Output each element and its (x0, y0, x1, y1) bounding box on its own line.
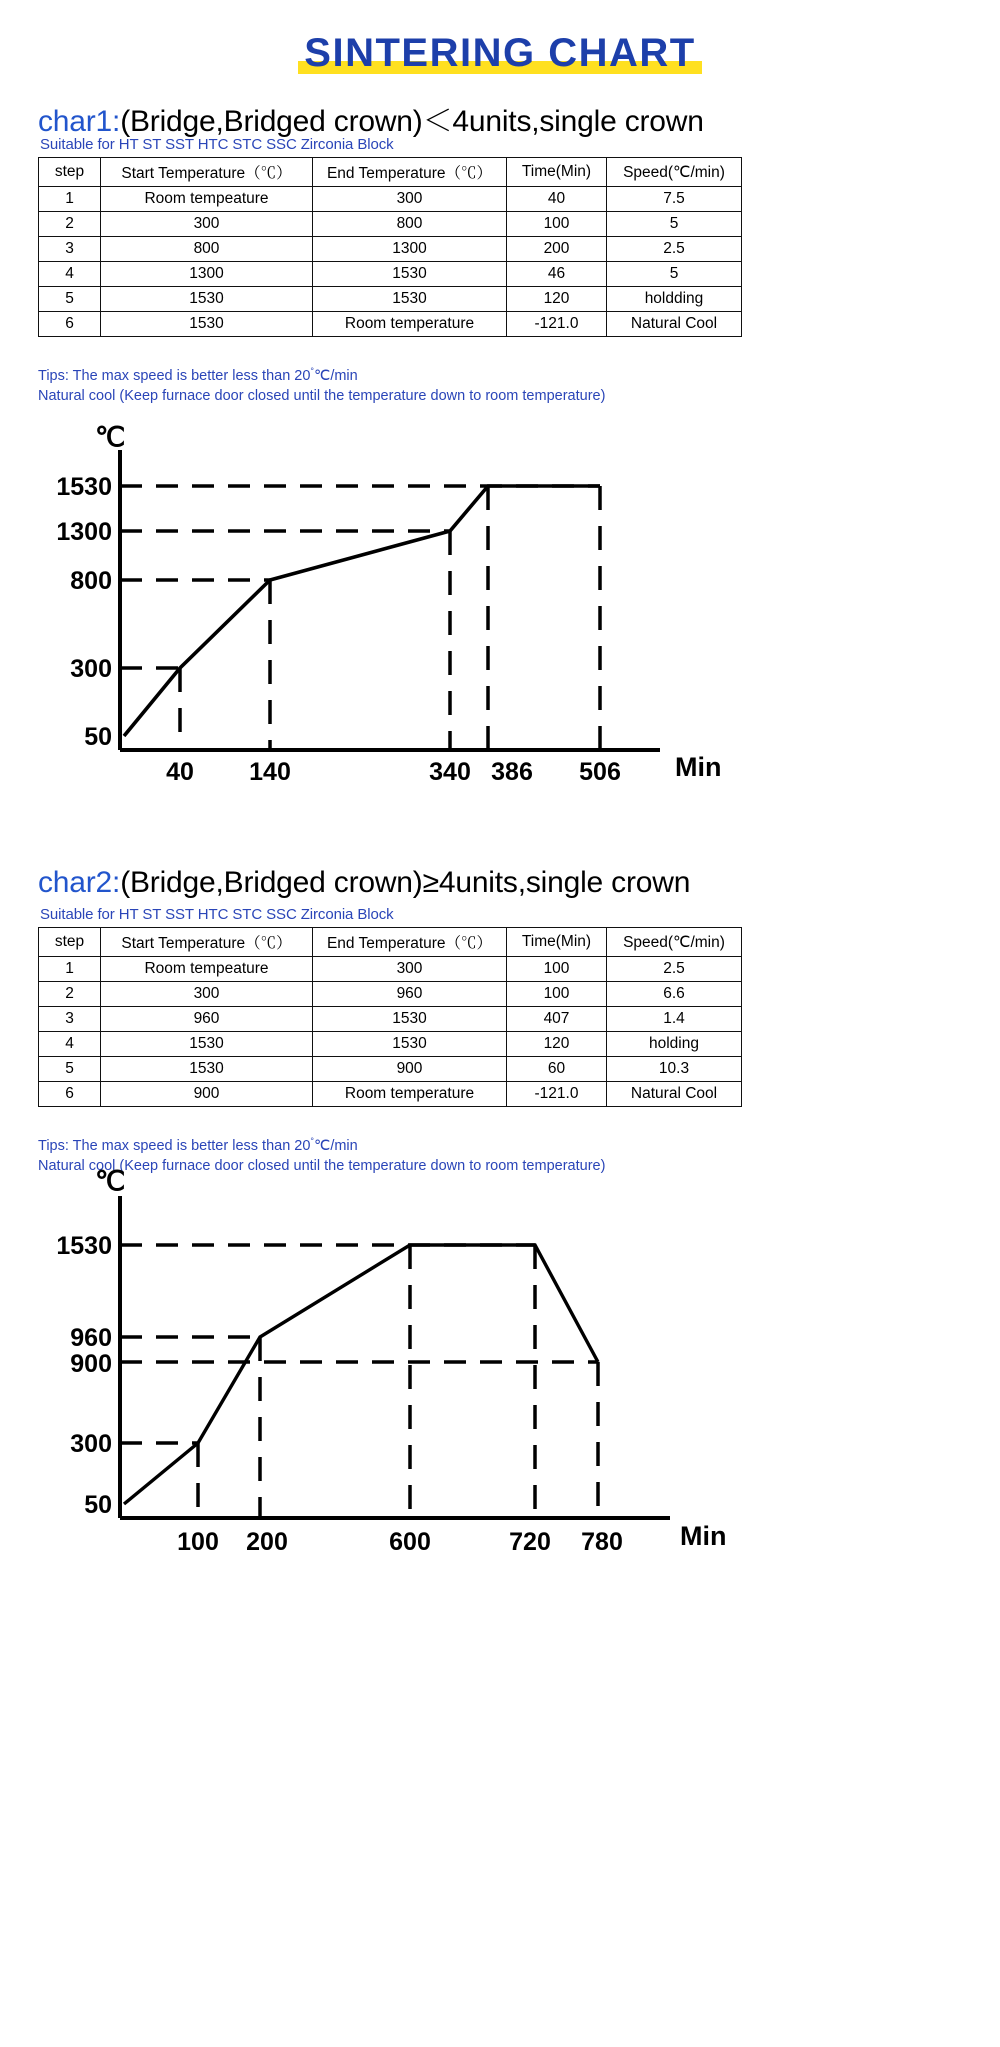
cell-end-temp: Room temperature (313, 312, 507, 337)
chart1-x-unit-label: Min (675, 752, 722, 782)
cell-end-temp: 1530 (313, 1032, 507, 1057)
section1-table (38, 157, 742, 337)
table-row (39, 957, 742, 982)
cell-step: 6 (39, 312, 101, 337)
chart2-svg (20, 1160, 760, 1560)
cell-start-temp: 960 (101, 1007, 313, 1032)
chart2-xtick-780: 780 (581, 1528, 623, 1556)
table-row (39, 1057, 742, 1082)
col-header-end-temp: End Temperature（℃） (313, 928, 507, 957)
cell-speed: holding (607, 1032, 742, 1057)
chart2-ytick-900: 900 (70, 1350, 112, 1378)
chart1-xtick-340: 340 (429, 758, 471, 786)
col-header-time: Time(Min) (507, 158, 607, 187)
section2-tips-line1 (38, 1131, 605, 1156)
section2-subtitle: Suitable for HT ST SST HTC STC SSC Zirconia Block (40, 906, 394, 923)
cell-end-temp: 1530 (313, 1007, 507, 1032)
table-row (39, 187, 742, 212)
col-header-start-temp: Start Temperature（℃） (101, 928, 313, 957)
tips-line1-b: ℃/min (314, 1137, 358, 1154)
tips-line1-a: Tips: The max speed is better less than 20 (38, 1137, 311, 1154)
section1-heading-prefix: char1: (38, 105, 121, 138)
chart2-xtick-100: 100 (177, 1528, 219, 1556)
table-row (39, 982, 742, 1007)
chart1-xtick-140: 140 (249, 758, 291, 786)
chart1-ytick-50: 50 (84, 723, 112, 751)
col-header-time: Time(Min) (507, 928, 607, 957)
cell-speed: 1.4 (607, 1007, 742, 1032)
chart1-svg (20, 418, 760, 808)
cell-time: 60 (507, 1057, 607, 1082)
chart2-y-unit-label: ℃ (95, 1166, 126, 1196)
cell-end-temp: 960 (313, 982, 507, 1007)
tips-line1-a: Tips: The max speed is better less than 20 (38, 367, 311, 384)
cell-time: -121.0 (507, 312, 607, 337)
cell-speed: holdding (607, 287, 742, 312)
cell-speed: 5 (607, 262, 742, 287)
chart1-ytick-1530: 1530 (56, 473, 112, 501)
cell-time: 407 (507, 1007, 607, 1032)
section1-subtitle: Suitable for HT ST SST HTC STC SSC Zirconia Block (40, 136, 394, 153)
chart2-xtick-200: 200 (246, 1528, 288, 1556)
tips-degree-sup: ° (310, 1136, 315, 1146)
cell-end-temp: 1300 (313, 237, 507, 262)
cell-end-temp: 1530 (313, 262, 507, 287)
col-header-start-temp: Start Temperature（℃） (101, 158, 313, 187)
section2-table (38, 927, 742, 1107)
cell-start-temp: Room tempeature (101, 187, 313, 212)
cell-step: 5 (39, 1057, 101, 1082)
table-row (39, 1007, 742, 1032)
cell-end-temp: 300 (313, 957, 507, 982)
cell-step: 3 (39, 237, 101, 262)
cell-time: 100 (507, 982, 607, 1007)
table-row (39, 287, 742, 312)
cell-step: 4 (39, 262, 101, 287)
cell-speed: 2.5 (607, 957, 742, 982)
cell-end-temp: Room temperature (313, 1082, 507, 1107)
cell-step: 6 (39, 1082, 101, 1107)
section1-tips-line2: Natural cool (Keep furnace door closed until the temperature down to room temperature) (38, 387, 606, 404)
cell-start-temp: 300 (101, 212, 313, 237)
section1-heading-rest: (Bridge,Bridged crown)＜4units,single crown (120, 105, 704, 138)
cell-end-temp: 900 (313, 1057, 507, 1082)
page-title-text: SINTERING CHART (304, 31, 696, 75)
cell-time: 100 (507, 212, 607, 237)
cell-speed: 7.5 (607, 187, 742, 212)
chart1-y-unit-label: ℃ (95, 422, 126, 452)
cell-step: 5 (39, 287, 101, 312)
table-row (39, 262, 742, 287)
section1-tips-line1 (38, 361, 605, 386)
cell-time: 120 (507, 1032, 607, 1057)
cell-time: 40 (507, 187, 607, 212)
chart1-xtick-40: 40 (166, 758, 194, 786)
chart2-ytick-300: 300 (70, 1430, 112, 1458)
table-header-row (39, 928, 742, 957)
cell-speed: Natural Cool (607, 312, 742, 337)
chart2-xtick-600: 600 (389, 1528, 431, 1556)
cell-start-temp: 1530 (101, 287, 313, 312)
col-header-end-temp: End Temperature（℃） (313, 158, 507, 187)
col-header-step: step (39, 928, 101, 957)
col-header-speed: Speed(℃/min) (607, 158, 742, 187)
chart1-ytick-800: 800 (70, 567, 112, 595)
chart1-graph (20, 418, 760, 808)
col-header-step: step (39, 158, 101, 187)
chart2-curve (124, 1245, 598, 1504)
page-title-wrap (0, 30, 1000, 76)
cell-step: 3 (39, 1007, 101, 1032)
section1-tips (38, 361, 605, 406)
cell-speed: Natural Cool (607, 1082, 742, 1107)
chart2-ytick-50: 50 (84, 1491, 112, 1519)
chart1-xtick-506: 506 (579, 758, 621, 786)
tips-line1-b: ℃/min (314, 367, 358, 384)
cell-speed: 6.6 (607, 982, 742, 1007)
cell-start-temp: 300 (101, 982, 313, 1007)
cell-end-temp: 800 (313, 212, 507, 237)
cell-start-temp: 800 (101, 237, 313, 262)
chart1-xtick-386: 386 (491, 758, 533, 786)
section2-heading-prefix: char2: (38, 866, 121, 899)
col-header-speed: Speed(℃/min) (607, 928, 742, 957)
cell-time: 100 (507, 957, 607, 982)
section1-heading (38, 96, 704, 140)
cell-speed: 5 (607, 212, 742, 237)
cell-step: 4 (39, 1032, 101, 1057)
cell-start-temp: Room tempeature (101, 957, 313, 982)
section2-tips-line2: Natural cool (Keep furnace door closed until the temperature down to room temperature) (38, 1157, 606, 1174)
cell-start-temp: 1530 (101, 1032, 313, 1057)
table-row (39, 312, 742, 337)
cell-start-temp: 900 (101, 1082, 313, 1107)
table-row (39, 212, 742, 237)
table-row (39, 1082, 742, 1107)
cell-step: 2 (39, 212, 101, 237)
cell-speed: 2.5 (607, 237, 742, 262)
cell-start-temp: 1530 (101, 312, 313, 337)
table-row (39, 1032, 742, 1057)
chart1-ytick-1300: 1300 (56, 518, 112, 546)
cell-time: 120 (507, 287, 607, 312)
cell-time: 200 (507, 237, 607, 262)
table-header-row (39, 158, 742, 187)
table-row (39, 237, 742, 262)
cell-end-temp: 300 (313, 187, 507, 212)
chart1-ytick-300: 300 (70, 655, 112, 683)
cell-start-temp: 1300 (101, 262, 313, 287)
chart2-ytick-1530: 1530 (56, 1232, 112, 1260)
section2-heading-rest: (Bridge,Bridged crown)≥4units,single crown (120, 866, 691, 899)
chart2-x-unit-label: Min (680, 1521, 727, 1551)
chart2-xtick-720: 720 (509, 1528, 551, 1556)
chart2-graph (20, 1160, 760, 1560)
page-title (298, 30, 701, 76)
section2-heading (38, 866, 690, 900)
chart1-curve (124, 486, 600, 736)
cell-step: 1 (39, 957, 101, 982)
cell-step: 1 (39, 187, 101, 212)
cell-end-temp: 1530 (313, 287, 507, 312)
chart2-ytick-960: 960 (70, 1324, 112, 1352)
cell-time: -121.0 (507, 1082, 607, 1107)
cell-step: 2 (39, 982, 101, 1007)
cell-start-temp: 1530 (101, 1057, 313, 1082)
cell-time: 46 (507, 262, 607, 287)
cell-speed: 10.3 (607, 1057, 742, 1082)
tips-degree-sup: ° (310, 366, 315, 376)
